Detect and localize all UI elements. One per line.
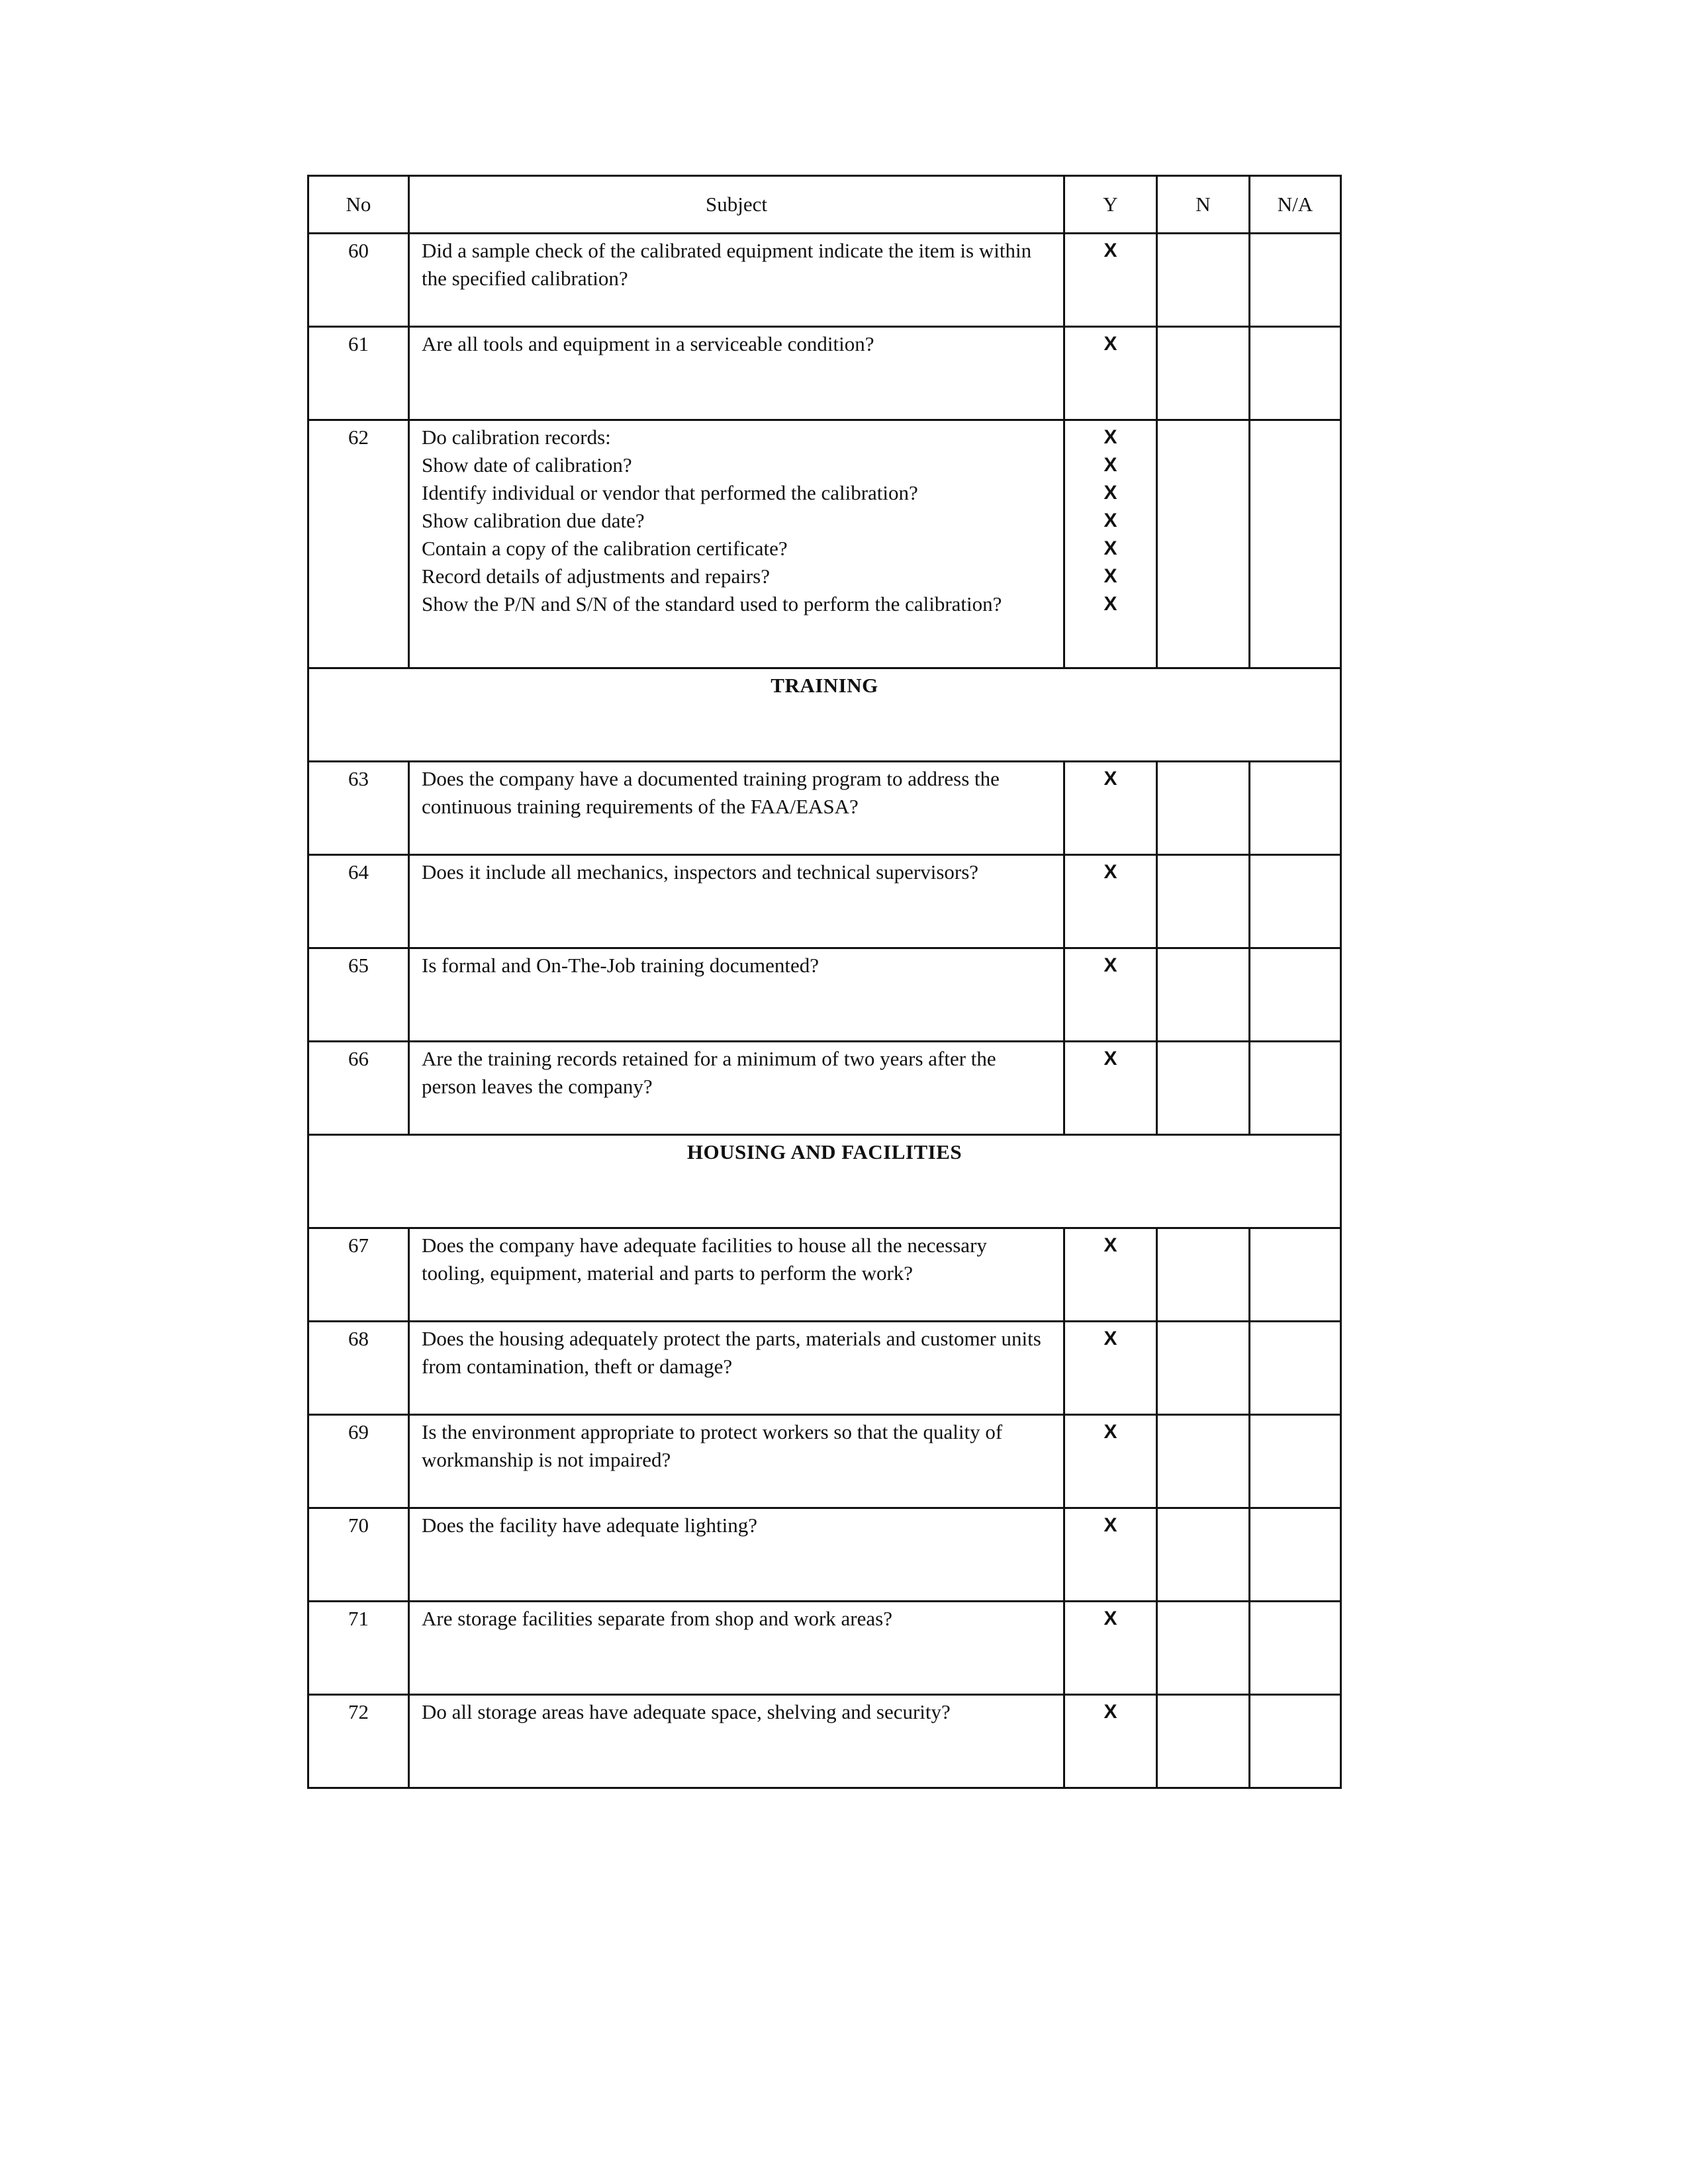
subject-line: Record details of adjustments and repairs? [422,565,770,588]
table-row [308,855,1341,948]
table-row [308,1415,1341,1508]
item-number: 69 [308,1415,409,1508]
yes-mark: X [1064,327,1157,420]
yes-mark: X [1064,1228,1157,1322]
na-mark [1250,1695,1341,1788]
subject-line: Contain a copy of the calibration certificate? [422,537,788,560]
item-subject: Are all tools and equipment in a serviceable condition? [409,327,1064,420]
yes-mark: X [1103,482,1117,504]
no-mark [1157,327,1250,420]
na-mark [1250,1322,1341,1415]
yes-mark: X [1103,593,1117,615]
na-mark [1250,234,1341,327]
subject-line: Show calibration due date? [422,509,645,532]
subject-line: Do calibration records: [422,426,611,449]
item-subject: Is the environment appropriate to protect workers so that the quality of workmanship is not impaired? [409,1415,1064,1508]
item-subject: Are storage facilities separate from shop and work areas? [409,1602,1064,1695]
no-mark [1157,948,1250,1042]
section-row-housing [308,1135,1341,1228]
item-subject: Does the housing adequately protect the parts, materials and customer units from contamination, theft or damage? [409,1322,1064,1415]
item-number: 63 [308,762,409,855]
header-row [308,176,1341,234]
yes-mark: X [1103,426,1117,448]
yes-mark: X [1064,948,1157,1042]
item-number: 64 [308,855,409,948]
no-mark [1157,1602,1250,1695]
no-mark [1157,1695,1250,1788]
item-number: 72 [308,1695,409,1788]
item-subject: Does the facility have adequate lighting? [409,1508,1064,1602]
table-row [308,420,1341,668]
no-mark [1157,1508,1250,1602]
header-subject: Subject [409,176,1064,234]
subject-line: Show date of calibration? [422,453,632,477]
no-mark [1157,1228,1250,1322]
no-mark [1157,1322,1250,1415]
na-mark [1250,1415,1341,1508]
item-subject: Did a sample check of the calibrated equipment indicate the item is within the specified calibration? [409,234,1064,327]
no-mark [1157,1042,1250,1135]
table-row [308,234,1341,327]
section-heading: TRAINING [308,668,1341,762]
item-subject: Is formal and On-The-Job training documented? [409,948,1064,1042]
yes-mark: X [1064,1508,1157,1602]
audit-checklist-table [307,175,1342,1789]
na-mark [1250,420,1341,668]
na-mark [1250,1602,1341,1695]
na-mark [1250,762,1341,855]
yes-mark: X [1064,1602,1157,1695]
table-row [308,948,1341,1042]
table-row [308,1695,1341,1788]
item-subject: Does the company have adequate facilities to house all the necessary tooling, equipment, material and parts to perform the work? [409,1228,1064,1322]
no-mark [1157,234,1250,327]
subject-line: Identify individual or vendor that performed the calibration? [422,481,918,504]
item-subject: Do all storage areas have adequate space, shelving and security? [409,1695,1064,1788]
header-no: No [308,176,409,234]
no-mark [1157,762,1250,855]
item-subject [409,420,1064,668]
yes-mark: X [1064,1322,1157,1415]
no-mark [1157,855,1250,948]
table-row [308,327,1341,420]
yes-mark: X [1064,1695,1157,1788]
item-number: 71 [308,1602,409,1695]
yes-mark: X [1064,234,1157,327]
yes-mark-column [1064,420,1157,668]
yes-mark: X [1103,454,1117,476]
subject-line: Show the P/N and S/N of the standard used to perform the calibration? [422,592,1002,615]
item-number: 66 [308,1042,409,1135]
item-number: 62 [308,420,409,668]
header-yes: Y [1064,176,1157,234]
table-row [308,762,1341,855]
item-number: 67 [308,1228,409,1322]
item-subject: Does it include all mechanics, inspectors and technical supervisors? [409,855,1064,948]
na-mark [1250,1228,1341,1322]
section-heading: HOUSING AND FACILITIES [308,1135,1341,1228]
yes-mark: X [1064,855,1157,948]
yes-mark: X [1103,565,1117,587]
na-mark [1250,948,1341,1042]
table-row [308,1508,1341,1602]
table-row [308,1042,1341,1135]
item-subject: Are the training records retained for a minimum of two years after the person leaves the company? [409,1042,1064,1135]
header-no-answer: N [1157,176,1250,234]
na-mark [1250,855,1341,948]
item-number: 61 [308,327,409,420]
no-mark [1157,420,1250,668]
na-mark [1250,1508,1341,1602]
table-row [308,1602,1341,1695]
yes-mark: X [1064,1042,1157,1135]
table-row [308,1228,1341,1322]
yes-mark: X [1064,762,1157,855]
item-number: 70 [308,1508,409,1602]
table-row [308,1322,1341,1415]
yes-mark: X [1064,1415,1157,1508]
yes-mark: X [1103,537,1117,559]
yes-mark: X [1103,510,1117,531]
section-row-training [308,668,1341,762]
na-mark [1250,327,1341,420]
na-mark [1250,1042,1341,1135]
item-number: 65 [308,948,409,1042]
item-number: 60 [308,234,409,327]
no-mark [1157,1415,1250,1508]
item-number: 68 [308,1322,409,1415]
header-not-applicable: N/A [1250,176,1341,234]
item-subject: Does the company have a documented training program to address the continuous training requirements of the FAA/EASA? [409,762,1064,855]
